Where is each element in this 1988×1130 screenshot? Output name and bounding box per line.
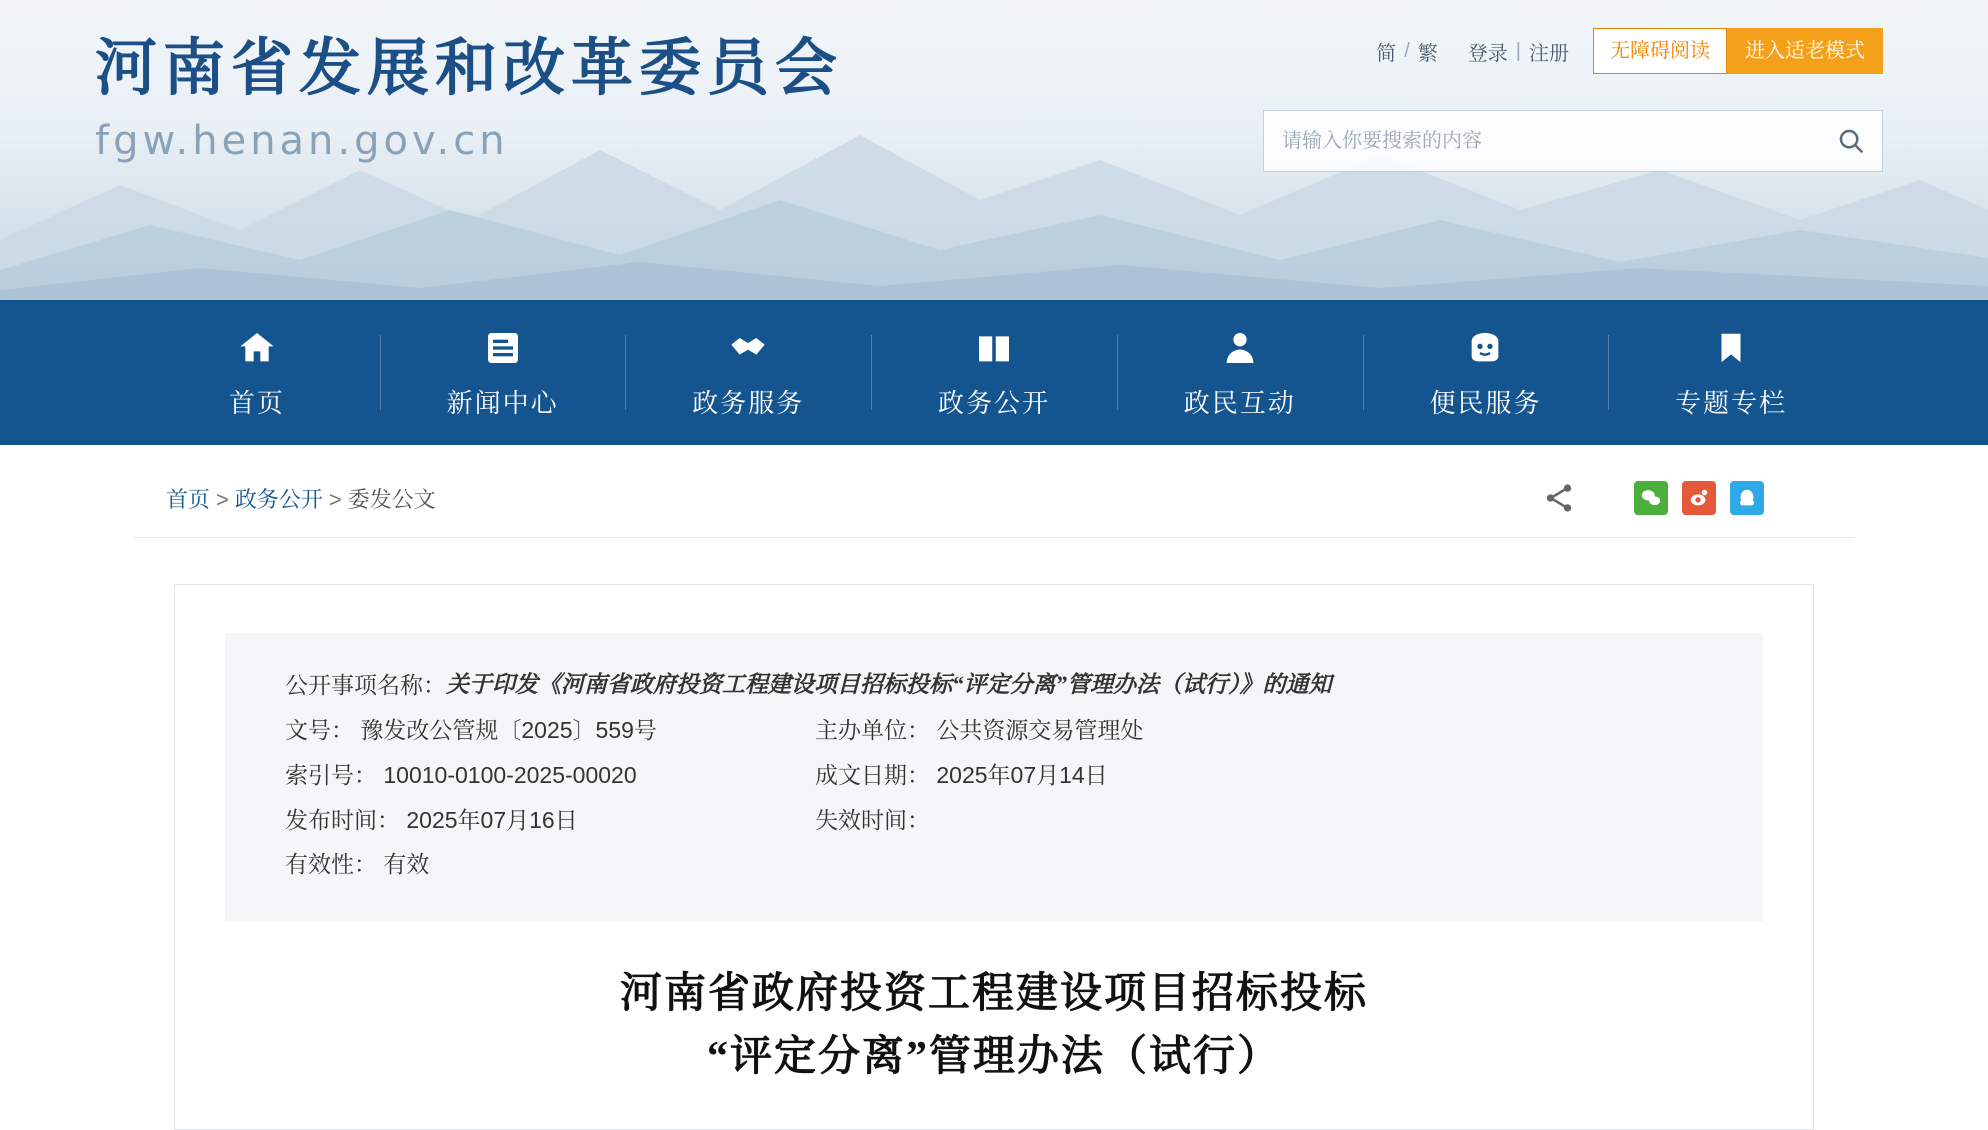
handshake-icon [725, 325, 771, 371]
nav-item-affairs-open[interactable] [871, 317, 1117, 428]
breadcrumb-separator-2: > [328, 486, 342, 512]
person-icon [1220, 325, 1260, 371]
search-input[interactable] [1264, 111, 1820, 171]
meta-label-publish-time: 发布时间： [285, 806, 400, 833]
meta-value-index: 10010-0100-2025-00020 [383, 761, 637, 788]
search-box[interactable] [1263, 110, 1883, 172]
nav-item-convenience[interactable] [1363, 317, 1609, 428]
meta-value-docnumber: 豫发改公管规〔2025〕559号 [360, 716, 657, 743]
nav-label-news: 新闻中心 [446, 388, 559, 418]
lang-separator: / [1404, 39, 1410, 62]
doc-title-line-2: “评定分离”管理办法（试行） [706, 1034, 1281, 1081]
main-navigation [0, 300, 1988, 445]
home-icon [235, 325, 279, 371]
bookmark-icon [1712, 325, 1750, 371]
breadcrumb [134, 483, 436, 514]
meta-value-written-date: 2025年07月14日 [936, 761, 1108, 788]
meta-label-expire-time: 失效时间： [815, 806, 930, 833]
page-title [225, 963, 1763, 1129]
lang-simplified-link[interactable]: 简 [1376, 42, 1397, 65]
meta-cell-validity [285, 842, 815, 887]
top-utility-bar [1370, 28, 1883, 74]
login-link[interactable]: 登录 [1467, 42, 1508, 65]
nav-item-special-column[interactable] [1608, 317, 1854, 428]
site-title: 河南省发展和改革委员会 [95, 34, 844, 103]
smile-icon [1464, 325, 1506, 371]
register-link[interactable]: 注册 [1529, 42, 1569, 65]
nav-label-affairs-service: 政务服务 [692, 388, 805, 418]
accessible-reading-button[interactable]: 无障碍阅读 [1593, 28, 1727, 74]
meta-label-index: 索引号： [285, 761, 377, 788]
breadcrumb-item-current: 委发公文 [347, 486, 436, 512]
meta-row-validity [285, 842, 1703, 887]
meta-cell-host-unit [815, 708, 1703, 753]
meta-cell-docnumber [285, 708, 815, 753]
meta-value-host-unit: 公共资源交易管理处 [936, 716, 1144, 743]
nav-item-interaction[interactable] [1117, 317, 1363, 428]
meta-value-publish-time: 2025年07月16日 [406, 806, 578, 833]
meta-label-subject: 公开事项名称： [285, 672, 446, 698]
meta-label-docnumber: 文号： [285, 716, 354, 743]
nav-item-affairs-service[interactable] [625, 317, 871, 428]
breadcrumb-separator-1: > [216, 486, 229, 512]
lang-traditional-link[interactable]: 繁 [1417, 42, 1438, 65]
search-icon[interactable] [1820, 111, 1882, 171]
weibo-icon[interactable] [1682, 481, 1716, 515]
meta-value-subject: 关于印发《河南省政府投资工程建设项目招标投标“评定分离”管理办法（试行）》的通知 [446, 672, 1332, 697]
wechat-icon[interactable] [1634, 481, 1668, 515]
meta-cell-written-date [815, 753, 1703, 798]
meta-row-subject [285, 663, 1703, 708]
nav-label-interaction: 政民互动 [1183, 388, 1296, 418]
meta-cell-expire-time [815, 798, 1703, 843]
meta-row-index-written [285, 753, 1703, 798]
share-icon[interactable] [1542, 481, 1576, 515]
meta-row-docnumber-host [285, 708, 1703, 753]
news-icon [483, 325, 523, 371]
nav-label-convenience: 便民服务 [1429, 388, 1542, 418]
article-meta-box [225, 633, 1763, 921]
nav-item-home[interactable] [134, 317, 380, 428]
nav-label-special-column: 专题专栏 [1675, 388, 1788, 418]
article-card [174, 584, 1814, 1130]
breadcrumb-item-affairs-open[interactable]: 政务公开 [234, 486, 323, 512]
site-banner [0, 0, 1988, 300]
doc-title-line-1: 河南省政府投资工程建设项目招标投标 [619, 971, 1368, 1018]
breadcrumb-bar [134, 445, 1854, 538]
qq-icon[interactable] [1730, 481, 1764, 515]
nav-label-home: 首页 [228, 388, 285, 418]
meta-label-validity: 有效性： [285, 851, 377, 878]
meta-label-written-date: 成文日期： [815, 761, 930, 788]
meta-value-validity: 有效 [383, 851, 430, 878]
site-logo[interactable] [95, 30, 843, 164]
nav-item-news[interactable] [380, 317, 626, 428]
meta-cell-index [285, 753, 815, 798]
site-url: fgw.henan.gov.cn [95, 117, 509, 164]
elder-mode-button[interactable]: 进入适老模式 [1727, 28, 1883, 74]
book-icon [972, 325, 1016, 371]
util-divider: | [1515, 39, 1521, 62]
nav-label-affairs-open: 政务公开 [938, 388, 1051, 418]
share-bar [1542, 481, 1854, 515]
meta-cell-publish-time [285, 798, 815, 843]
meta-row-publish-expire [285, 798, 1703, 843]
breadcrumb-item-home[interactable]: 首页 [166, 486, 211, 512]
meta-label-host-unit: 主办单位： [815, 716, 930, 743]
